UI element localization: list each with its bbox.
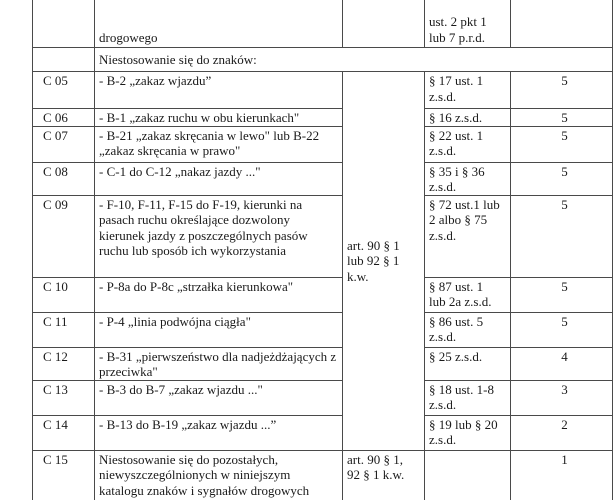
reference-cell: § 72 ust.1 lub 2 albo § 75 z.s.d. — [425, 195, 511, 277]
description-cell: - F-10, F-11, F-15 do F-19, kierunki na pasach ruchu określające dozwolony kierunek jazdy z poszczególnych pasów ruchu lub sposób ich wykorzystania — [95, 195, 343, 277]
code-cell: C 07 — [33, 126, 95, 162]
table-row — [33, 415, 613, 450]
table-row — [33, 277, 613, 312]
table-row — [33, 126, 613, 162]
description-cell: - B-21 „zakaz skręcania w lewo" lub B-22 „zakaz skręcania w prawo" — [95, 126, 343, 162]
reference-cell: § 16 z.s.d. — [425, 109, 511, 127]
legal-basis-cell: art. 90 § 1 lub 92 § 1 k.w. — [343, 72, 425, 451]
description-cell: Niestosowanie się do pozostałych, niewyszczególnionych w niniejszym katalogu znaków i sygnałów drogowych — [95, 450, 343, 500]
description-cell: - P-8a do P-8c „strzałka kierunkowa" — [95, 277, 343, 312]
table-row — [33, 450, 613, 500]
points-cell: 5 — [511, 126, 613, 162]
table-row — [33, 162, 613, 195]
table-row — [33, 347, 613, 380]
points-cell: 2 — [511, 415, 613, 450]
reference-cell: § 17 ust. 1 z.s.d. — [425, 72, 511, 109]
description-cell: - B-31 „pierwszeństwo dla nadjeżdżających z przeciwka" — [95, 347, 343, 380]
reference-cell: § 86 ust. 5 z.s.d. — [425, 312, 511, 347]
reference-cell: § 18 ust. 1-8 z.s.d. — [425, 380, 511, 415]
points-cell: 5 — [511, 72, 613, 109]
offense-catalog-table — [32, 0, 613, 500]
points-cell: 5 — [511, 109, 613, 127]
description-cell: - C-1 do C-12 „nakaz jazdy ..." — [95, 162, 343, 195]
reference-cell: § 35 i § 36 z.s.d. — [425, 162, 511, 195]
table-row — [33, 109, 613, 127]
points-cell: 1 — [511, 450, 613, 500]
points-cell: 5 — [511, 312, 613, 347]
description-cell: - B-13 do B-19 „zakaz wjazdu ...” — [95, 415, 343, 450]
reference-cell: § 25 z.s.d. — [425, 347, 511, 380]
code-cell: C 15 — [33, 450, 95, 500]
points-cell — [511, 0, 613, 48]
code-cell: C 11 — [33, 312, 95, 347]
reference-cell: ust. 2 pkt 1 lub 7 p.r.d. — [425, 0, 511, 48]
points-cell: 5 — [511, 277, 613, 312]
description-cell: drogowego — [95, 0, 343, 48]
table-row — [33, 195, 613, 277]
description-cell: - B-2 „zakaz wjazdu” — [95, 72, 343, 109]
code-cell — [33, 0, 95, 48]
section-spacer-cell — [33, 48, 95, 72]
points-cell: 5 — [511, 162, 613, 195]
legal-basis-cell — [343, 0, 425, 48]
code-cell: C 10 — [33, 277, 95, 312]
table-row — [33, 0, 613, 48]
table-row — [33, 312, 613, 347]
points-cell: 5 — [511, 195, 613, 277]
section-title: Niestosowanie się do znaków: — [95, 48, 613, 72]
reference-cell: § 22 ust. 1 z.s.d. — [425, 126, 511, 162]
description-cell: - P-4 „linia podwójna ciągła" — [95, 312, 343, 347]
section-header-row — [33, 48, 613, 72]
reference-cell: § 87 ust. 1 lub 2a z.s.d. — [425, 277, 511, 312]
code-cell: C 12 — [33, 347, 95, 380]
reference-cell — [425, 450, 511, 500]
description-cell: - B-1 „zakaz ruchu w obu kierunkach" — [95, 109, 343, 127]
reference-cell: § 19 lub § 20 z.s.d. — [425, 415, 511, 450]
code-cell: C 06 — [33, 109, 95, 127]
code-cell: C 13 — [33, 380, 95, 415]
code-cell: C 08 — [33, 162, 95, 195]
points-cell: 3 — [511, 380, 613, 415]
table-row — [33, 72, 613, 109]
code-cell: C 09 — [33, 195, 95, 277]
points-cell: 4 — [511, 347, 613, 380]
legal-basis-cell: art. 90 § 1, 92 § 1 k.w. — [343, 450, 425, 500]
description-cell: - B-3 do B-7 „zakaz wjazdu ..." — [95, 380, 343, 415]
code-cell: C 05 — [33, 72, 95, 109]
table-row — [33, 380, 613, 415]
code-cell: C 14 — [33, 415, 95, 450]
